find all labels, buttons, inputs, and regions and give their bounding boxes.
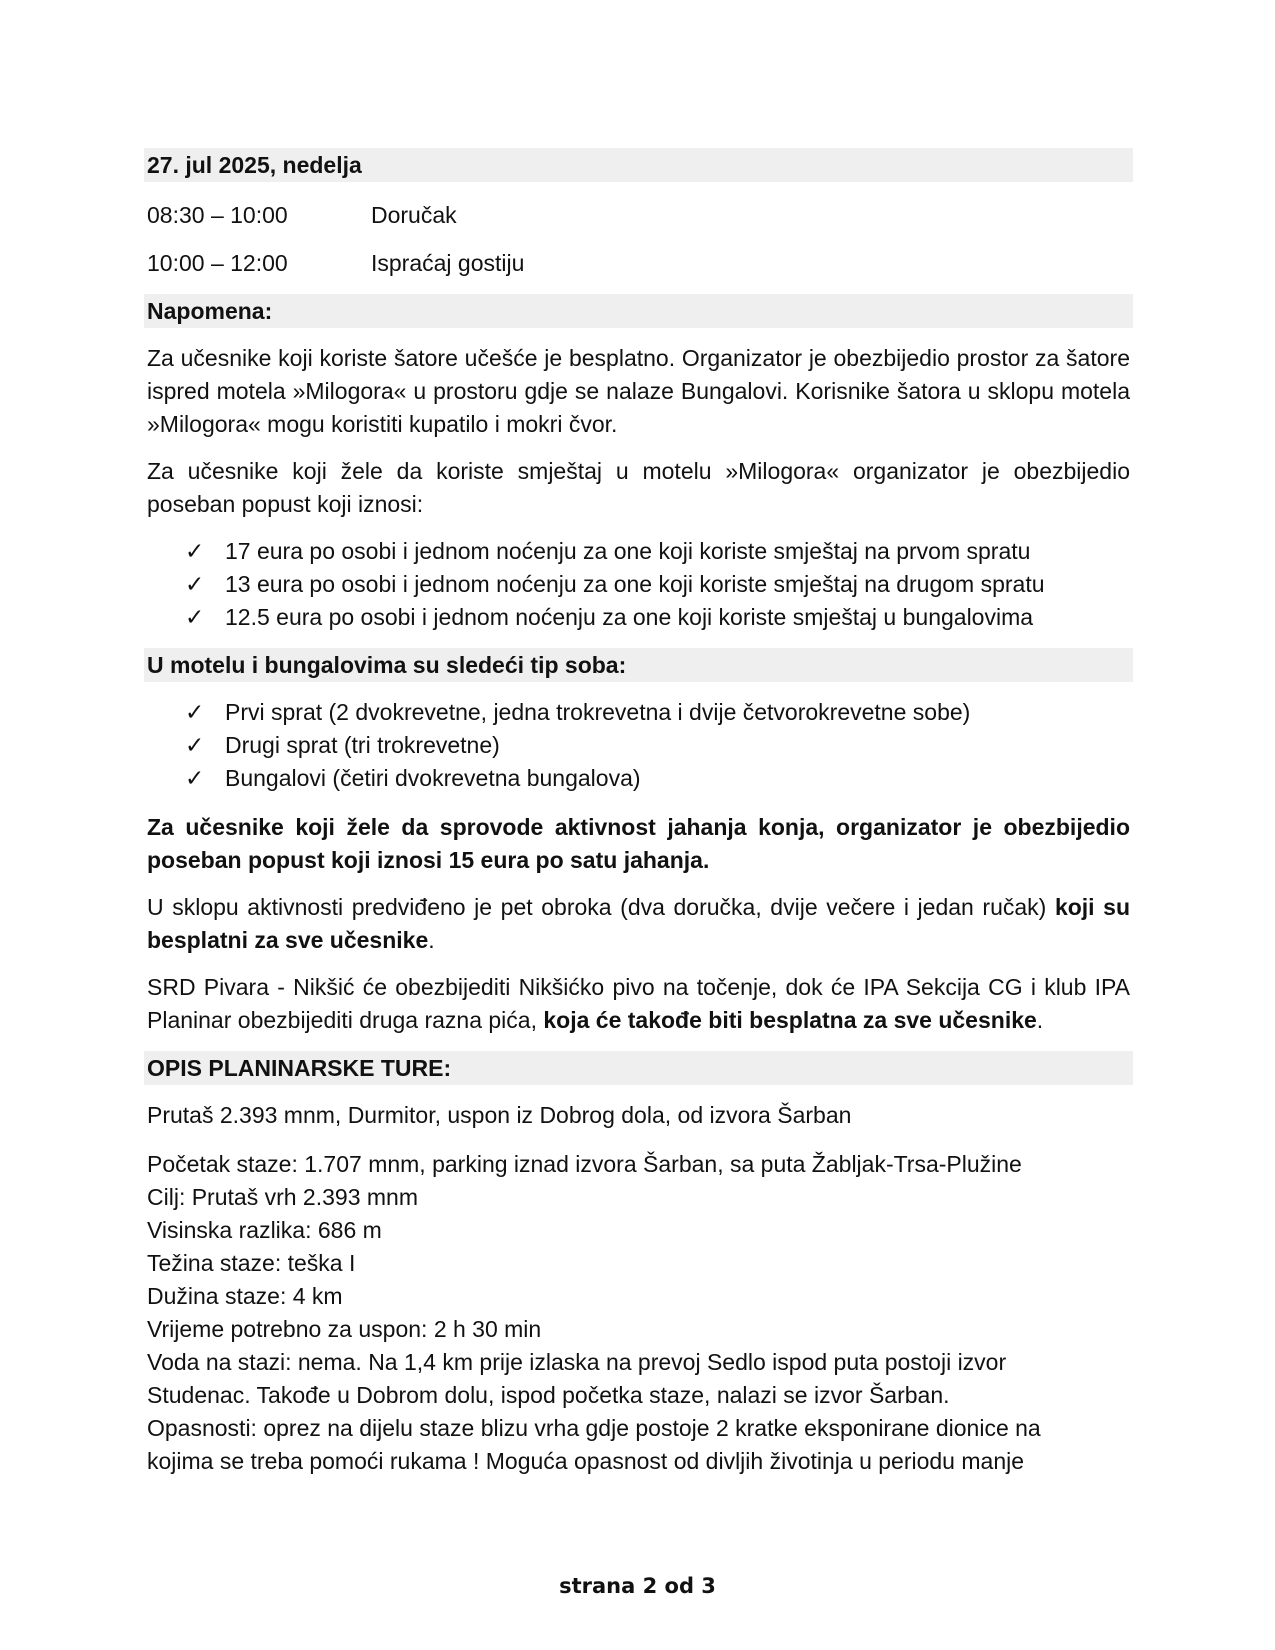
schedule-row [147, 198, 1130, 232]
tour-detail-line: Težina staze: teška I [147, 1250, 356, 1276]
list-item [147, 568, 1130, 601]
schedule-time: 10:00 – 12:00 [147, 250, 288, 276]
horse-riding-paragraph: Za učesnike koji žele da sprovode aktivnost jahanja konja, organizator je obezbijedio poseban popust koji iznosi 15 eura po satu jahanja. [147, 814, 1130, 873]
list-item-text: Drugi sprat (tri trokrevetne) [225, 732, 500, 758]
tour-detail-line: kojima se treba pomoći rukama ! Moguća opasnost od divljih životinja u periodu manje [147, 1448, 1025, 1474]
note-heading: Napomena: [144, 294, 1133, 328]
rooms-heading: U motelu i bungalovima su sledeći tip soba: [144, 648, 1133, 682]
tour-details [147, 1148, 1130, 1478]
note-paragraph: Za učesnike koji žele da koriste smještaj u motelu »Milogora« organizator je obezbijedio poseban popust koji iznosi: [147, 458, 1130, 517]
price-list [147, 535, 1130, 634]
tour-detail-line: Visinska razlika: 686 m [147, 1217, 382, 1243]
drinks-text: SRD Pivara - Nikšić će obezbijediti Nikšićko pivo na točenje, dok će IPA Sekcija CG i klub IPA Planinar obezbijediti druga razna pića, [147, 974, 1130, 1033]
list-item-text: Bungalovi (četiri dvokrevetna bungalova) [225, 765, 641, 791]
schedule-activity: Ispraćaj gostiju [371, 250, 525, 276]
list-item-text: 12.5 eura po osobi i jednom noćenju za one koji koriste smještaj u bungalovima [225, 604, 1034, 630]
drinks-bold: koja će takođe biti besplatna za sve učesnike [543, 1007, 1037, 1033]
tour-detail-line: Opasnosti: oprez na dijelu staze blizu vrha gdje postoje 2 kratke eksponirane dionice na [147, 1415, 1041, 1441]
drinks-paragraph [147, 971, 1130, 1037]
tour-detail-line: Početak staze: 1.707 mnm, parking iznad izvora Šarban, sa puta Žabljak-Trsa-Plužine [147, 1151, 1022, 1177]
meals-paragraph [147, 891, 1130, 957]
page-content [147, 148, 1130, 1478]
drinks-end: . [1036, 1007, 1044, 1033]
list-item [147, 762, 1130, 795]
meals-text: U sklopu aktivnosti predviđeno je pet obroka (dva doručka, dvije večere i jedan ručak) [147, 894, 1047, 920]
checkmark-icon: ✓ [185, 604, 205, 630]
tour-detail-line: Voda na stazi: nema. Na 1,4 km prije izlaska na prevoj Sedlo ispod puta postoji izvor [147, 1349, 1007, 1375]
list-item-text: Prvi sprat (2 dvokrevetne, jedna trokrevetna i dvije četvorokrevetne sobe) [225, 699, 971, 725]
list-item [147, 696, 1130, 729]
checkmark-icon: ✓ [185, 699, 205, 725]
list-item-text: 17 eura po osobi i jednom noćenju za one koji koriste smještaj na prvom spratu [225, 538, 1031, 564]
checkmark-icon: ✓ [185, 571, 205, 597]
day-heading: 27. jul 2025, nedelja [144, 148, 1133, 182]
tour-detail-line: Dužina staze: 4 km [147, 1283, 343, 1309]
tour-detail-line: Studenac. Takođe u Dobrom dolu, ispod početka staze, nalazi se izvor Šarban. [147, 1382, 950, 1408]
page-footer: strana 2 od 3 [559, 1574, 716, 1598]
rooms-list [147, 696, 1130, 795]
tour-detail-line: Cilj: Prutaš vrh 2.393 mnm [147, 1184, 418, 1210]
tour-detail-line: Vrijeme potrebno za uspon: 2 h 30 min [147, 1316, 542, 1342]
list-item [147, 729, 1130, 762]
list-item-text: 13 eura po osobi i jednom noćenju za one koji koriste smještaj na drugom spratu [225, 571, 1045, 597]
tour-heading: OPIS PLANINARSKE TURE: [144, 1051, 1133, 1085]
checkmark-icon: ✓ [185, 765, 205, 791]
tour-intro: Prutaš 2.393 mnm, Durmitor, uspon iz Dobrog dola, od izvora Šarban [147, 1102, 852, 1128]
schedule-time: 08:30 – 10:00 [147, 202, 288, 228]
note-paragraph: Za učesnike koji koriste šatore učešće je besplatno. Organizator je obezbijedio prostor za šatore ispred motela »Milogora« u prostoru gdje se nalaze Bungalovi. Korisnike šatora u sklopu motela »Milogora« mogu koristiti kupatilo i mokri čvor. [147, 345, 1130, 437]
checkmark-icon: ✓ [185, 732, 205, 758]
schedule-activity: Doručak [371, 202, 457, 228]
schedule-row [147, 246, 1130, 280]
meals-end: . [428, 927, 435, 953]
checkmark-icon: ✓ [185, 538, 205, 564]
list-item [147, 535, 1130, 568]
list-item [147, 601, 1130, 634]
meals-bold: koji su besplatni za sve učesnike [147, 894, 1130, 953]
